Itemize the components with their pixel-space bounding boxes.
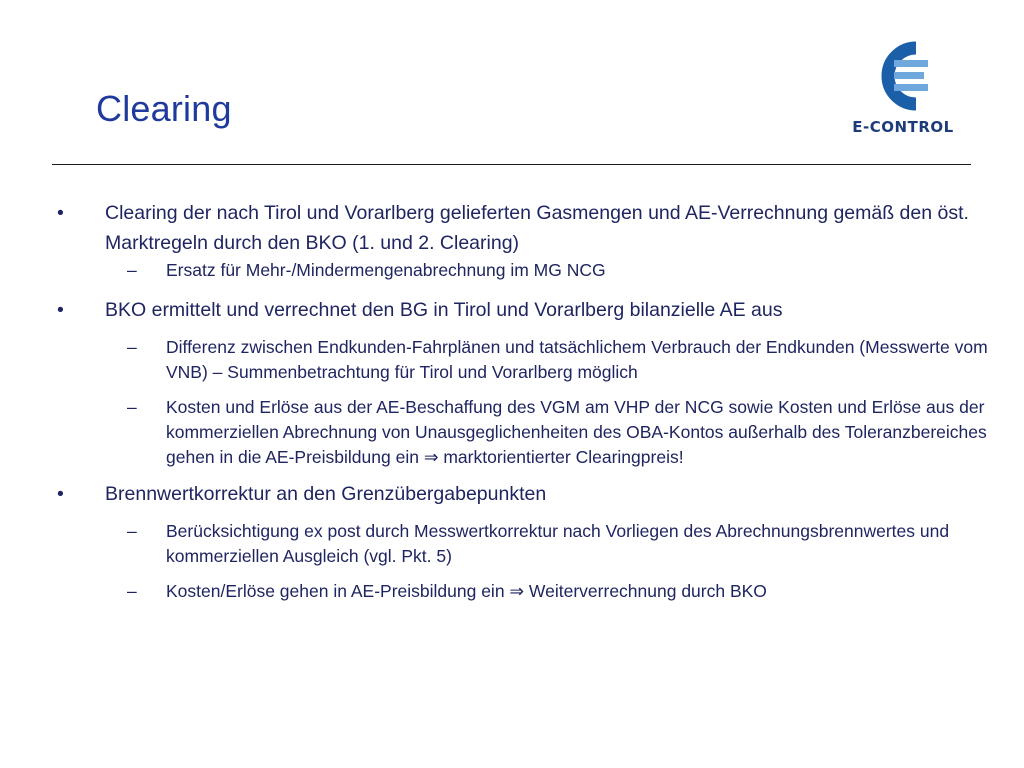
e-control-logo [838,40,968,140]
bullet-marker: • [57,202,64,224]
bullet-3-sub-1 [52,519,1002,569]
dash-marker: – [127,397,137,417]
slide-title: Clearing [96,88,232,129]
dash-marker: – [127,260,137,280]
bullet-1-sub-1 [52,258,1002,283]
bullet-3-text: Brennwertkorrektur an den Grenzübergabepunkten [105,483,547,505]
logo-text: E-CONTROL [852,118,954,136]
bullet-1 [52,198,1002,258]
dash-marker: – [127,581,137,601]
bullet-2-text: BKO ermittelt und verrechnet den BG in Tirol und Vorarlberg bilanzielle AE aus [105,299,783,321]
slide-content [52,198,1002,604]
bullet-2-sub-1-text: Differenz zwischen Endkunden-Fahrplänen und tatsächlichem Verbrauch der Endkunden (Messwerte vom VNB) – Summenbetrachtung für Tirol und Vorarlberg möglich [166,337,988,382]
bullet-marker: • [57,483,64,505]
e-control-logo-icon [872,40,934,112]
bullet-2-sub-2 [52,395,1002,470]
bullet-3-sub-2-text: Kosten/Erlöse gehen in AE-Preisbildung ein ⇒ Weiterverrechnung durch BKO [166,581,767,601]
bullet-1-sub-1-text: Ersatz für Mehr-/Mindermengenabrechnung im MG NCG [166,260,606,280]
bullet-2-sub-2-text: Kosten und Erlöse aus der AE-Beschaffung des VGM am VHP der NCG sowie Kosten und Erlöse aus der kommerziellen Abrechnung von Unausgeglichenheiten des OBA-Kontos außerhalb des Toleranzbereiches gehen in die AE-Preisbildung ein ⇒ marktorientierter Clearingpreis! [166,397,987,467]
bullet-2 [52,295,1002,325]
title-divider [52,164,971,165]
bullet-3-sub-1-text: Berücksichtigung ex post durch Messwertkorrektur nach Vorliegen des Abrechnungsbrennwertes und kommerziellen Ausgleich (vgl. Pkt. 5) [166,521,950,566]
bullet-marker: • [57,299,64,321]
bullet-3 [52,479,1002,509]
bullet-1-text: Clearing der nach Tirol und Vorarlberg gelieferten Gasmengen und AE-Verrechnung gemäß den öst. Marktregeln durch den BKO (1. und 2. Clearing) [105,202,969,254]
dash-marker: – [127,337,137,357]
bullet-3-sub-2 [52,579,1002,604]
dash-marker: – [127,521,137,541]
bullet-2-sub-1 [52,335,1002,385]
